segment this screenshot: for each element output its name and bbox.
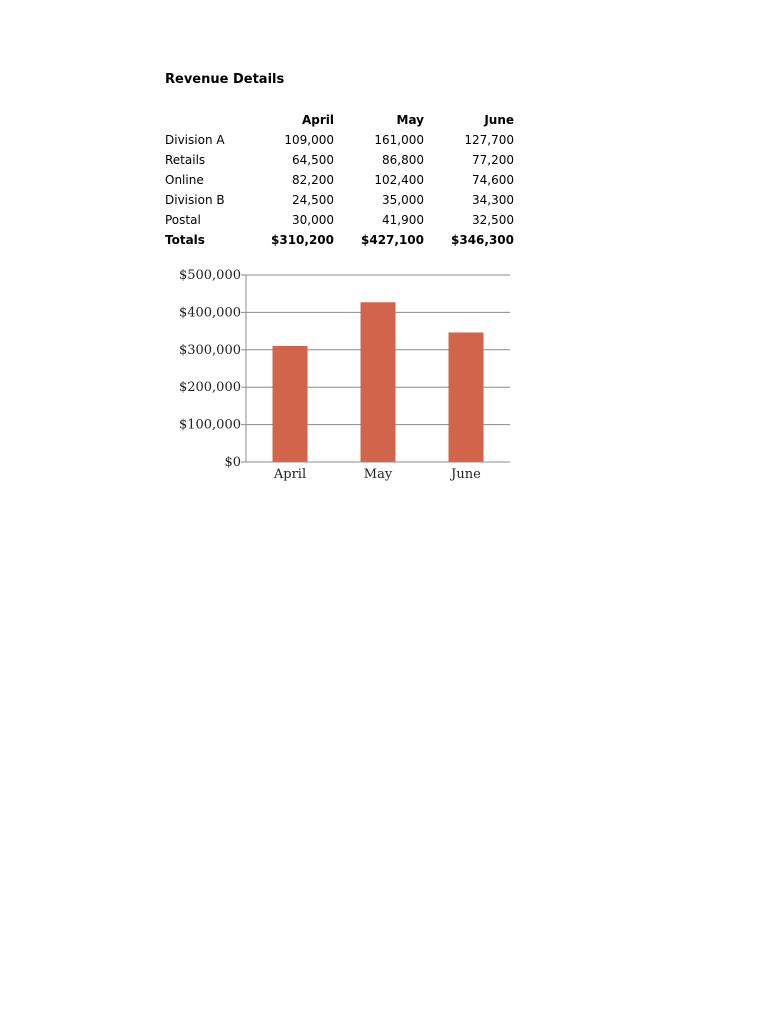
header-blank <box>165 110 271 130</box>
row-label: Online <box>165 173 204 187</box>
cell-value: 127,700 <box>464 133 515 147</box>
y-tick-label: $100,000 <box>178 417 241 433</box>
cell-value: 41,900 <box>382 213 425 227</box>
row-label: Division B <box>165 193 225 207</box>
revenue-table <box>165 110 514 250</box>
cell-value: 35,000 <box>382 193 425 207</box>
cell-value: 24,500 <box>292 193 335 207</box>
row-label: Postal <box>165 213 201 227</box>
cell-value: 30,000 <box>292 213 335 227</box>
y-tick-label: $200,000 <box>178 380 241 396</box>
col-header-june: June <box>484 113 515 127</box>
x-tick-label: April <box>273 467 307 482</box>
bar <box>273 346 308 462</box>
y-tick-label: $300,000 <box>178 342 241 358</box>
cell-value: 74,600 <box>472 173 515 187</box>
cell-value: 77,200 <box>472 153 515 167</box>
row-label: Retails <box>165 153 206 167</box>
table-row <box>165 190 514 210</box>
bar <box>361 302 396 462</box>
cell-value: 64,500 <box>292 153 335 167</box>
total-value: $310,200 <box>271 233 335 247</box>
table-header-row <box>165 110 514 130</box>
table-row <box>165 150 514 170</box>
cell-value: 109,000 <box>284 133 335 147</box>
table-row <box>165 170 514 190</box>
row-label: Division A <box>165 133 225 147</box>
cell-value: 34,300 <box>472 193 515 207</box>
cell-value: 82,200 <box>292 173 335 187</box>
page-title: Revenue Details <box>165 72 285 87</box>
total-value: $346,300 <box>451 233 515 247</box>
cell-value: 161,000 <box>374 133 425 147</box>
total-value: $427,100 <box>361 233 425 247</box>
totals-row <box>165 230 514 250</box>
table-row <box>165 130 514 150</box>
cell-value: 86,800 <box>382 153 425 167</box>
y-tick-label: $0 <box>224 455 241 470</box>
y-tick-label: $500,000 <box>178 268 241 283</box>
col-header-may: May <box>396 113 425 127</box>
x-tick-label: June <box>451 467 481 482</box>
totals-label: Totals <box>165 233 205 247</box>
y-tick-label: $400,000 <box>178 305 241 321</box>
revenue-bar-chart <box>165 262 525 492</box>
col-header-april: April <box>301 113 335 127</box>
x-tick-label: May <box>363 467 393 482</box>
table-row <box>165 210 514 230</box>
bar <box>449 332 484 462</box>
cell-value: 32,500 <box>472 213 515 227</box>
cell-value: 102,400 <box>374 173 425 187</box>
